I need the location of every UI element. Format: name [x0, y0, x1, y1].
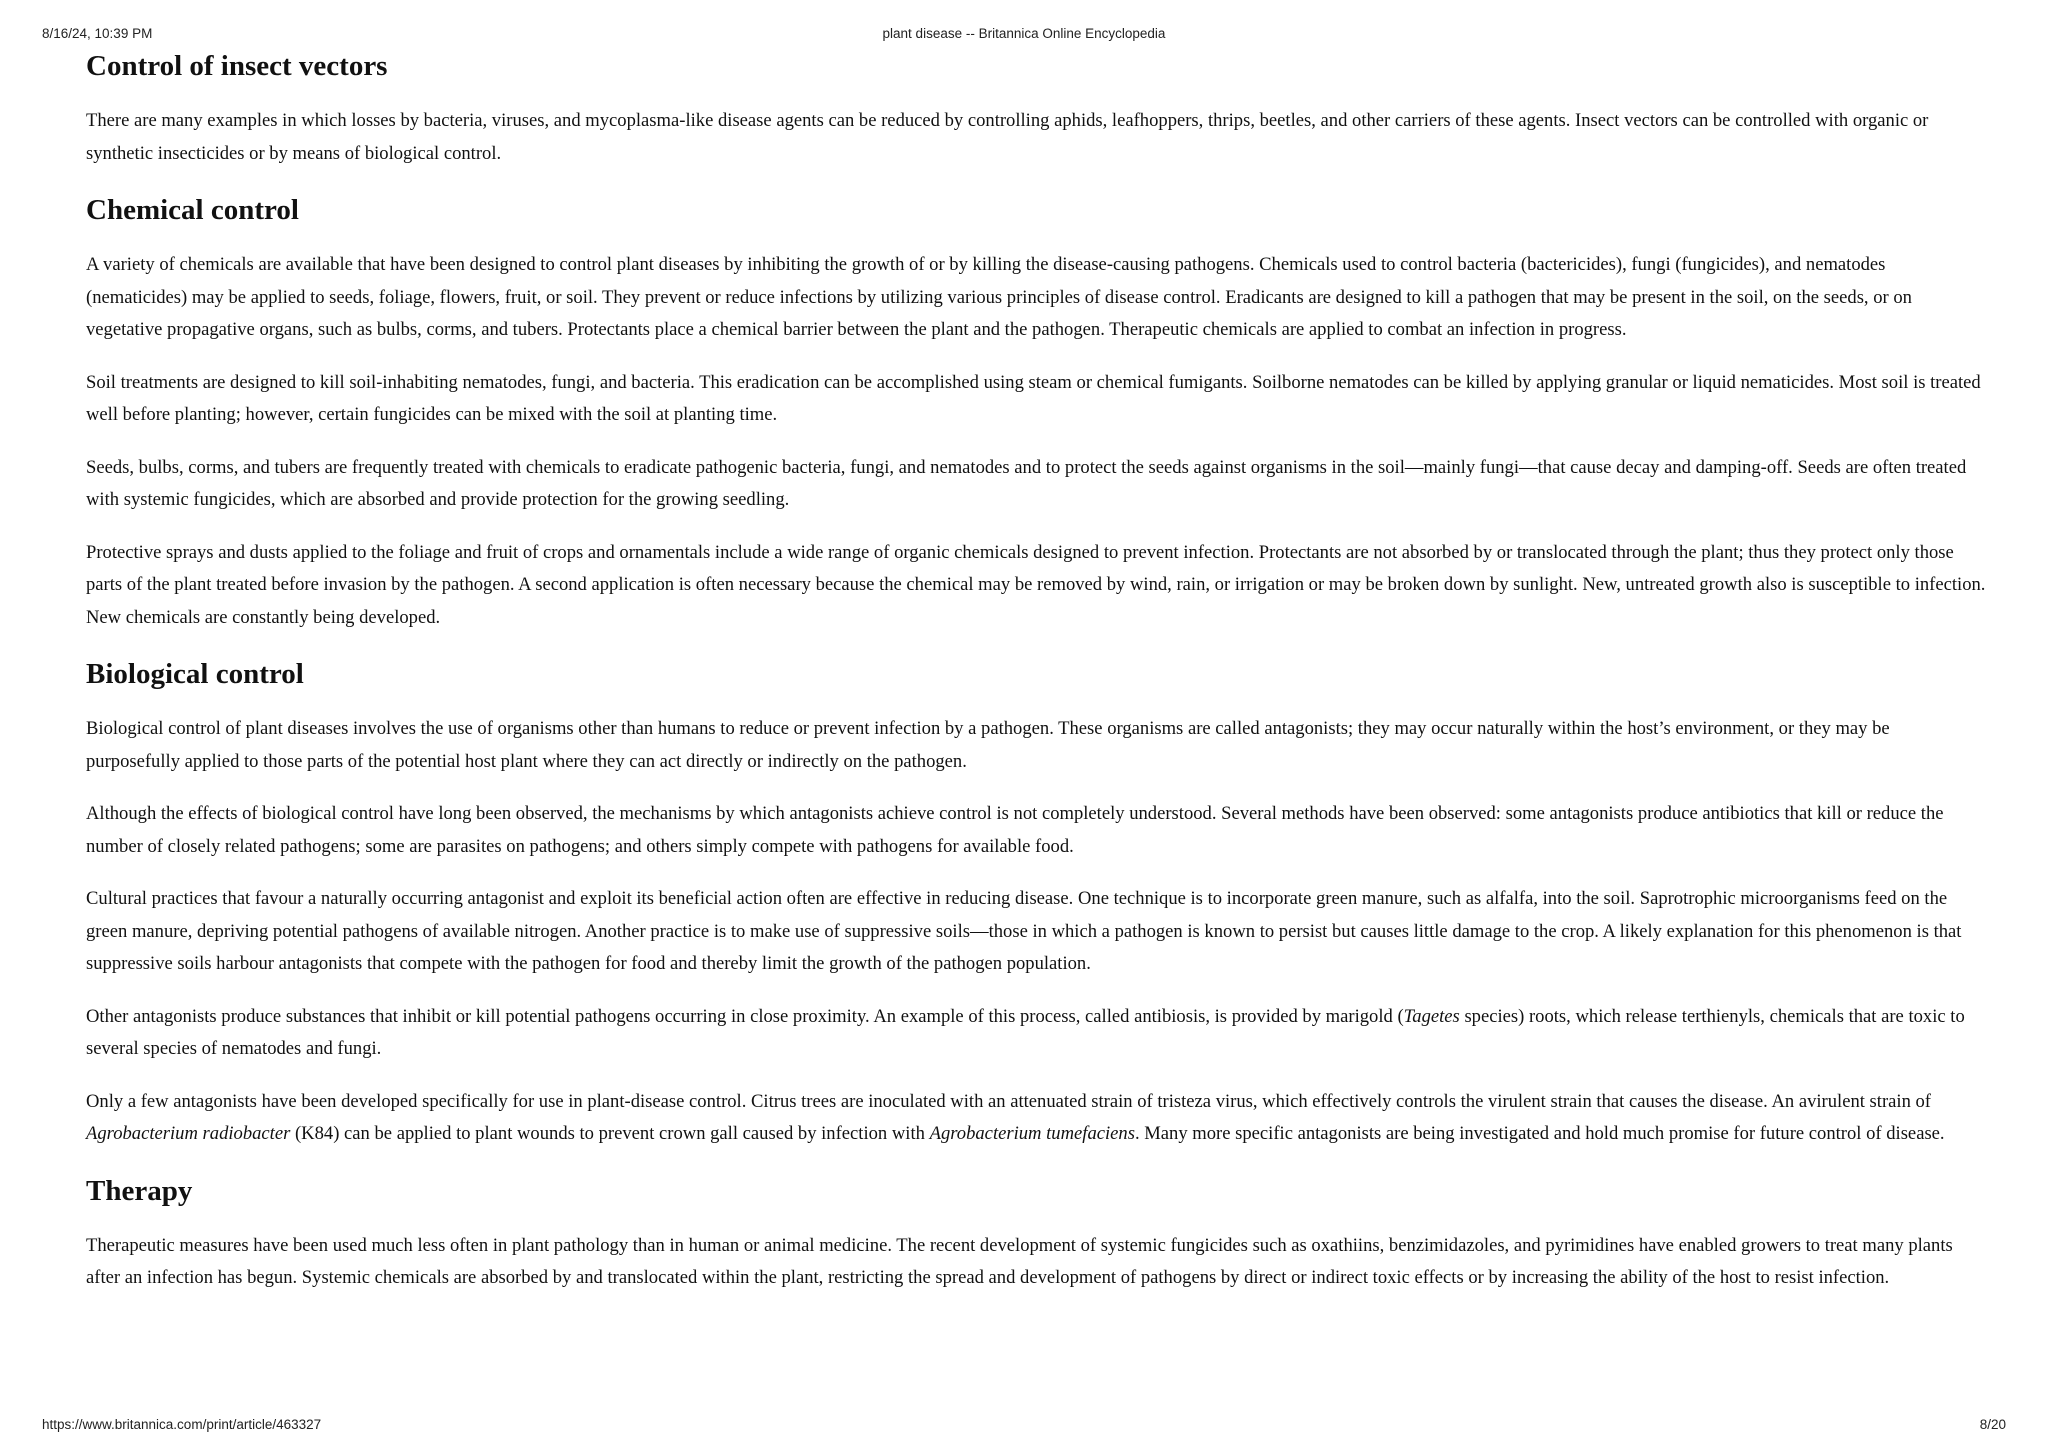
text-run: . Many more specific antagonists are being investigated and hold much promise for future control of disease.: [1134, 1123, 1945, 1144]
print-page-title: plant disease -- Britannica Online Encyclopedia: [882, 26, 1166, 41]
section-heading: Control of insect vectors: [86, 50, 388, 82]
paragraph: A variety of chemicals are available that have been designed to control plant diseases by inhibiting the growth of or by killing the disease-causing pathogens. Chemicals used to control bacteria (bactericides), fungi (fungicides), and nematodes (nematicides) may be applied to seeds, foliage, flowers, fruit, or soil. They prevent or reduce infections by utilizing various principles of disease control. Eradicants are designed to kill a pathogen that may be present in the soil, on the seeds, or on vegetative propagative organs, such as bulbs, corms, and tubers. Protectants place a chemical barrier between the plant and the pathogen. Therapeutic chemicals are applied to combat an infection in progress.: [86, 254, 1912, 340]
print-datetime: 8/16/24, 10:39 PM: [42, 26, 153, 41]
paragraph: Therapeutic measures have been used much less often in plant pathology than in human or animal medicine. The recent development of systemic fungicides such as oxathiins, benzimidazoles, and pyrimidines have enabled growers to treat many plants after an infection has begun. Systemic chemicals are absorbed by and translocated within the plant, restricting the spread and development of pathogens by direct or indirect toxic effects or by increasing the ability of the host to resist infection.: [86, 1234, 1953, 1288]
paragraph: Biological control of plant diseases involves the use of organisms other than humans to reduce or prevent infection by a pathogen. These organisms are called antagonists; they may occur naturally within the host’s environment, or they may be purposefully applied to those parts of the potential host plant where they can act directly or indirectly on the pathogen.: [86, 718, 1890, 772]
text-run: (K84) can be applied to plant wounds to prevent crown gall caused by infection with: [290, 1123, 930, 1144]
paragraph: There are many examples in which losses by bacteria, viruses, and mycoplasma-like disease agents can be reduced by controlling aphids, leafhoppers, thrips, beetles, and other carriers of these agents. Insect vectors can be controlled with organic or synthetic insecticides or by means of biological control.: [86, 110, 1929, 164]
paragraph: Although the effects of biological control have long been observed, the mechanisms by which antagonists achieve control is not completely understood. Several methods have been observed: some antagonists produce antibiotics that kill or reduce the number of closely related pathogens; some are parasites on pathogens; and others simply compete with pathogens for available food.: [86, 803, 1944, 857]
italic-term: Agrobacterium radiobacter: [86, 1123, 291, 1144]
section-chemical-control: [86, 190, 1986, 634]
section-heading: Chemical control: [86, 194, 299, 226]
print-footer: [42, 1417, 2006, 1432]
text-run: species) roots, which release terthienyls, chemicals that are toxic to several species of nematodes and fungi.: [86, 1005, 1965, 1059]
section-heading: Biological control: [86, 658, 304, 690]
section-therapy: [86, 1171, 1986, 1295]
section-heading: Therapy: [86, 1174, 193, 1207]
italic-term: Tagetes: [1403, 1005, 1460, 1027]
print-url: https://www.britannica.com/print/article/463327: [42, 1417, 322, 1432]
paragraph: Protective sprays and dusts applied to the foliage and fruit of crops and ornamentals include a wide range of organic chemicals designed to prevent infection. Protectants are not absorbed by or translocated through the plant; thus they protect only those parts of the plant treated before invasion by the pathogen. A second application is often necessary because the chemical may be removed by wind, rain, or irrigation or may be broken down by sunlight. New, untreated growth also is susceptible to infection. New chemicals are constantly being developed.: [86, 541, 1986, 628]
article-body: [86, 46, 1986, 1295]
paragraph: Soil treatments are designed to kill soil-inhabiting nematodes, fungi, and bacteria. This eradication can be accomplished using steam or chemical fumigants. Soilborne nematodes can be killed by applying granular or liquid nematicides. Most soil is treated well before planting; however, certain fungicides can be mixed with the soil at planting time.: [86, 371, 1981, 425]
section-insect-vectors: [86, 46, 1986, 170]
paragraph: Seeds, bulbs, corms, and tubers are frequently treated with chemicals to eradicate pathogenic bacteria, fungi, and nematodes and to protect the seeds against organisms in the soil—mainly fungi—that cause decay and damping-off. Seeds are often treated with systemic fungicides, which are absorbed and provide protection for the growing seedling.: [86, 456, 1967, 510]
paragraph: [86, 1086, 1986, 1151]
italic-term: Agrobacterium tumefaciens: [929, 1123, 1135, 1144]
paragraph: [86, 1001, 1986, 1066]
text-run: Only a few antagonists have been developed specifically for use in plant-disease control. Citrus trees are inoculated with an attenuated strain of tristeza virus, which effectively controls the virulent strain that causes the disease. An avirulent strain of: [86, 1090, 1932, 1112]
print-header: [42, 26, 2006, 41]
page-number: 8/20: [1979, 1417, 2006, 1432]
section-biological-control: [86, 654, 1986, 1151]
paragraph: Cultural practices that favour a naturally occurring antagonist and exploit its beneficial action often are effective in reducing disease. One technique is to incorporate green manure, such as alfalfa, into the soil. Saprotrophic microorganisms feed on the green manure, depriving potential pathogens of available nitrogen. Another practice is to make use of suppressive soils—those in which a pathogen is known to persist but causes little damage to the crop. A likely explanation for this phenomenon is that suppressive soils harbour antagonists that compete with the pathogen for food and thereby limit the growth of the pathogen population.: [86, 888, 1962, 974]
text-run: Other antagonists produce substances that inhibit or kill potential pathogens occurring in close proximity. An example of this process, called antibiosis, is provided by marigold (: [86, 1005, 1404, 1027]
